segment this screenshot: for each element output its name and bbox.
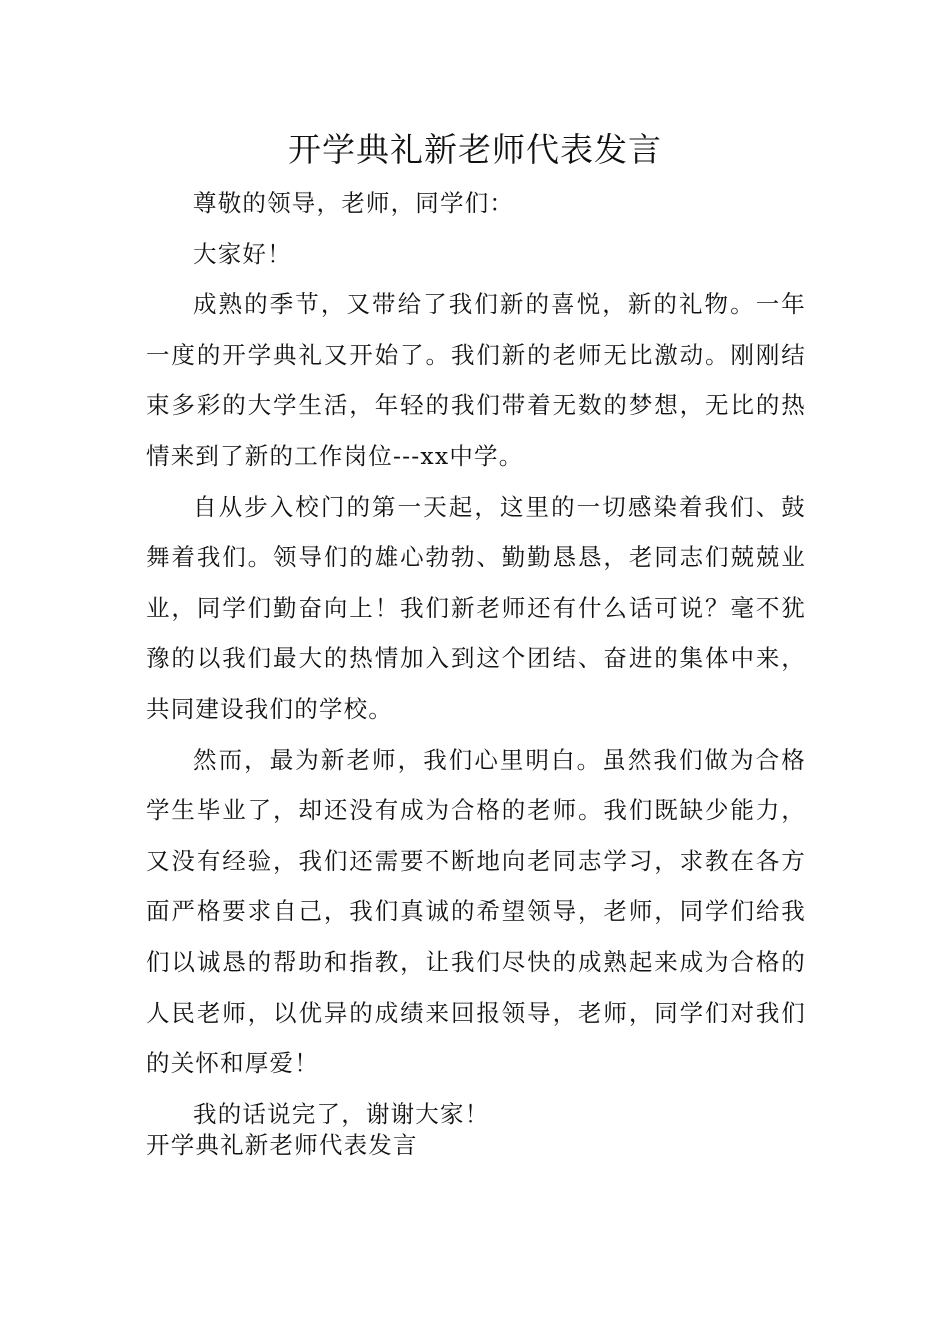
- document-title: 开学典礼新老师代表发言: [288, 130, 662, 169]
- closing: 我的话说完了，谢谢大家！: [193, 1099, 490, 1128]
- paragraph-1: 成熟的季节，又带给了我们新的喜悦，新的礼物。一年一度的开学典礼又开始了。我们新的老师无比激动。刚刚结束多彩的大学生活，年轻的我们带着无数的梦想，无比的热情来到了新的工作岗位---xx中学。: [146, 290, 806, 470]
- paragraph-3: 然而，最为新老师，我们心里明白。虽然我们做为合格学生毕业了，却还没有成为合格的老师。我们既缺少能力，又没有经验，我们还需要不断地向老同志学习，求教在各方面严格要求自己，我们真诚的希望领导，老师，同学们给我们以诚恳的帮助和指教，让我们尽快的成熟起来成为合格的人民老师，以优异的成绩来回报领导，老师，同学们对我们的关怀和厚爱！: [146, 745, 806, 1078]
- greeting: 大家好！: [193, 239, 292, 268]
- document-body: [146, 178, 806, 1139]
- document-footer: 开学典礼新老师代表发言: [146, 1131, 418, 1159]
- salutation: 尊敬的领导，老师，同学们：: [193, 189, 515, 217]
- paragraph-2: 自从步入校门的第一天起，这里的一切感染着我们、鼓舞着我们。领导们的雄心勃勃、勤勤恳恳，老同志们兢兢业业，同学们勤奋向上！我们新老师还有什么话可说？毫不犹豫的以我们最大的热情加入到这个团结、奋进的集体中来，共同建设我们的学校。: [146, 492, 806, 723]
